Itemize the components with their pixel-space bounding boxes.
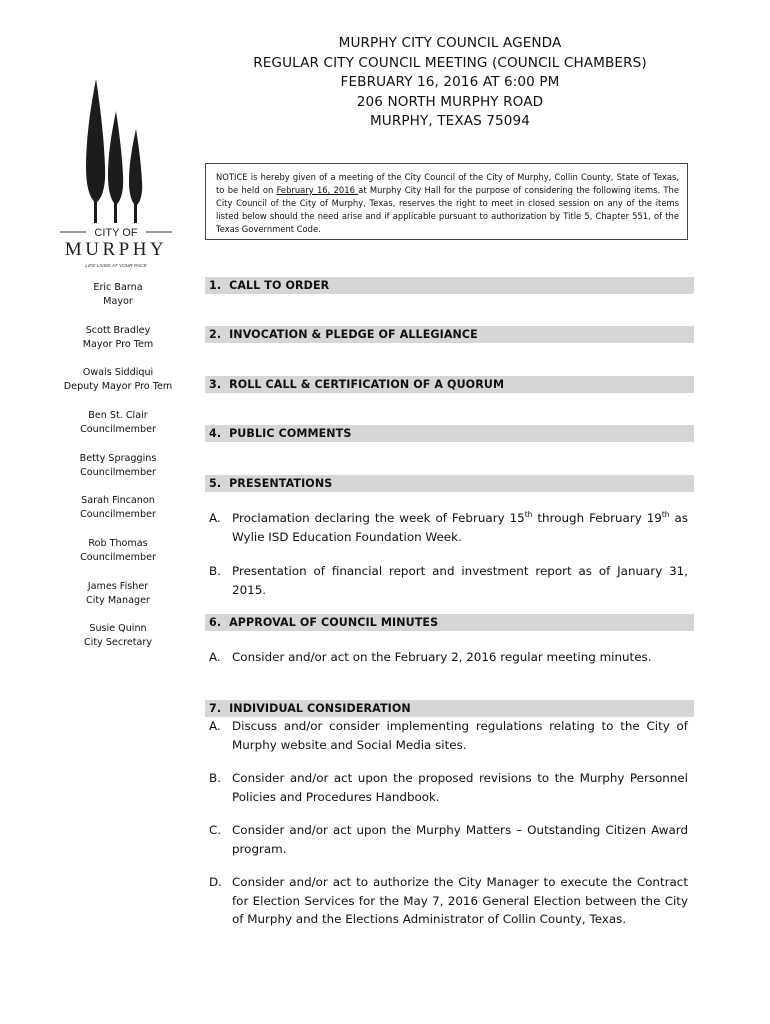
section-title: PRESENTATIONS xyxy=(229,477,333,490)
section-number: 7. xyxy=(209,702,222,715)
section-title: ROLL CALL & CERTIFICATION OF A QUORUM xyxy=(229,378,505,391)
notice-text-start: NOTICE is hereby given of a meeting of the City Council of the City of Murphy, Collin County, State of Texas, to be held on xyxy=(216,172,679,195)
official-city-secretary xyxy=(55,622,181,650)
agenda-item-7d xyxy=(205,873,688,929)
section-roll-call xyxy=(205,376,694,393)
city-of-murphy-logo xyxy=(58,75,174,270)
section-number: 4. xyxy=(209,427,222,440)
notice-box xyxy=(205,163,688,240)
section-approval-of-minutes xyxy=(205,614,694,631)
section-public-comments xyxy=(205,425,694,442)
item-letter: A. xyxy=(209,719,221,733)
item-letter: B. xyxy=(209,771,221,785)
item-letter: B. xyxy=(209,564,221,578)
meeting-date: FEBRUARY 16, 2016 AT 6:00 PM xyxy=(340,74,560,90)
official-city-manager xyxy=(55,580,181,608)
agenda-item-5a xyxy=(205,509,688,546)
section-call-to-order xyxy=(205,277,694,294)
section-title: PUBLIC COMMENTS xyxy=(229,427,352,440)
item-letter: C. xyxy=(209,823,222,837)
item-text: Consider and/or act on the February 2, 2016 regular meeting minutes. xyxy=(232,650,652,664)
official-title: City Secretary xyxy=(83,637,153,649)
official-title: Councilmember xyxy=(80,424,156,436)
item-text: Presentation of financial report and investment report as of January 31, 2015. xyxy=(232,564,688,597)
section-invocation xyxy=(205,326,694,343)
official-name: Betty Spraggins xyxy=(79,453,157,464)
section-number: 1. xyxy=(209,279,222,292)
official-name: Eric Barna xyxy=(93,282,143,293)
official-title: Mayor xyxy=(103,296,133,308)
official-title: Councilmember xyxy=(80,467,156,479)
official-title: Councilmember xyxy=(80,552,156,564)
logo-murphy: MURPHY xyxy=(64,239,168,260)
agenda-header xyxy=(200,34,700,132)
item-text: Consider and/or act to authorize the City Manager to execute the Contract for Election Services for the May 7, 2016 General Election between the City of Murphy and the Elections Administrator of Collin County, Texas. xyxy=(232,875,688,926)
official-mayor-pro-tem xyxy=(55,324,181,352)
agenda-title: MURPHY CITY COUNCIL AGENDA xyxy=(338,35,562,51)
official-deputy-mayor-pro-tem xyxy=(55,366,181,394)
section-number: 6. xyxy=(209,616,222,629)
official-name: Rob Thomas xyxy=(88,538,148,549)
agenda-item-7a xyxy=(205,717,688,754)
agenda-item-7c xyxy=(205,821,688,858)
agenda-item-5b xyxy=(205,562,688,599)
official-councilmember xyxy=(55,452,181,480)
section-title: APPROVAL OF COUNCIL MINUTES xyxy=(229,616,439,629)
official-councilmember xyxy=(55,494,181,522)
official-name: Susie Quinn xyxy=(89,623,147,634)
section-number: 3. xyxy=(209,378,222,391)
official-title: City Manager xyxy=(86,595,150,607)
logo-city-of: CITY OF xyxy=(94,227,138,239)
item-text: Discuss and/or consider implementing regulations relating to the City of Murphy website and Social Media sites. xyxy=(232,719,688,752)
official-name: Ben St. Clair xyxy=(88,410,148,421)
meeting-type: REGULAR CITY COUNCIL MEETING (COUNCIL CHAMBERS) xyxy=(253,54,647,71)
item-text: Consider and/or act upon the proposed revisions to the Murphy Personnel Policies and Procedures Handbook. xyxy=(232,771,688,804)
official-councilmember xyxy=(55,537,181,565)
item-text: Consider and/or act upon the Murphy Matters – Outstanding Citizen Award program. xyxy=(232,823,688,856)
meeting-city: MURPHY, TEXAS 75094 xyxy=(369,113,531,129)
official-name: Sarah Fincanon xyxy=(81,495,155,506)
section-individual-consideration xyxy=(205,700,694,717)
meeting-address: 206 NORTH MURPHY ROAD xyxy=(356,93,544,110)
official-name: Owais Siddiqui xyxy=(82,367,154,378)
agenda-item-6a xyxy=(205,648,688,667)
official-title: Councilmember xyxy=(80,509,156,521)
cypress-trees-icon xyxy=(58,75,174,270)
notice-text-end: at Murphy City Hall for the purpose of considering the following items. The City Council of the City of Murphy, Texas, reserves the right to meet in closed session on any of the items listed below should the need arise and if applicable pursuant to authorization by Title 5, Chapter 551, of the Texas Government Code. xyxy=(216,185,679,234)
notice-date: February 16, 2016 xyxy=(276,185,359,195)
section-title: INDIVIDUAL CONSIDERATION xyxy=(229,702,411,715)
section-number: 2. xyxy=(209,328,222,341)
item-letter: A. xyxy=(209,511,221,525)
item-text: Proclamation declaring the week of February 15th through February 19th as Wylie ISD Education Foundation Week. xyxy=(232,510,689,544)
item-letter: D. xyxy=(209,875,222,889)
section-title: CALL TO ORDER xyxy=(229,279,330,292)
official-mayor xyxy=(55,281,181,309)
logo-tagline: LIFE LIVED AT YOUR PACE xyxy=(85,264,147,269)
official-title: Deputy Mayor Pro Tem xyxy=(63,381,173,393)
section-presentations xyxy=(205,475,694,492)
section-title: INVOCATION & PLEDGE OF ALLEGIANCE xyxy=(229,328,478,341)
agenda-item-7b xyxy=(205,769,688,806)
section-number: 5. xyxy=(209,477,222,490)
official-councilmember xyxy=(55,409,181,437)
official-name: James Fisher xyxy=(87,581,149,592)
item-letter: A. xyxy=(209,650,221,664)
official-name: Scott Bradley xyxy=(85,325,151,336)
official-title: Mayor Pro Tem xyxy=(82,339,154,351)
